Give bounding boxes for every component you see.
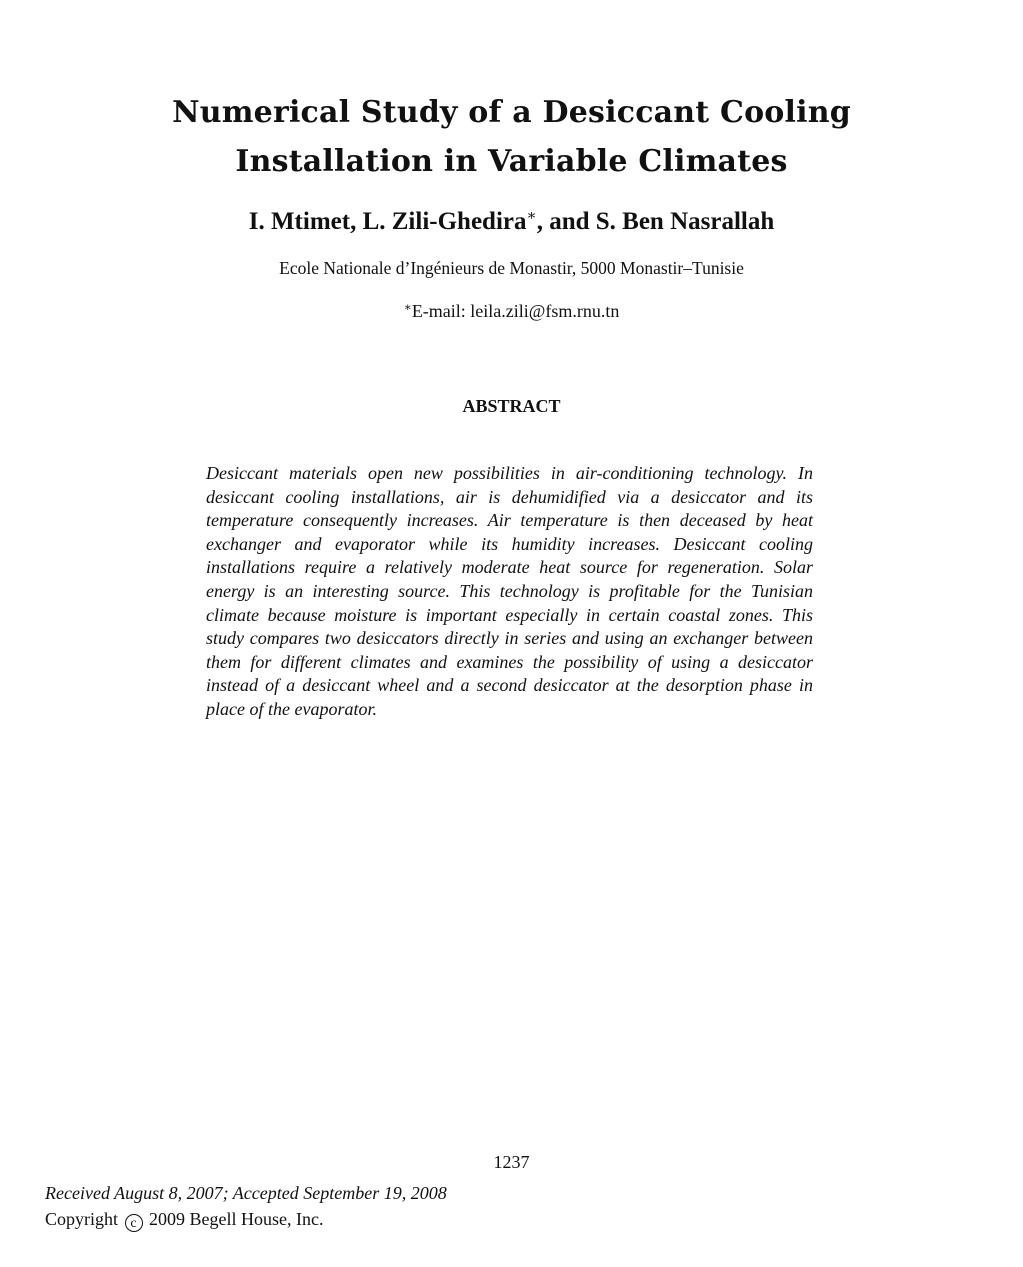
copyright-line (45, 1207, 323, 1232)
copyright-suffix: 2009 Begell House, Inc. (149, 1209, 324, 1229)
paper-title (0, 88, 1023, 186)
authors-first: I. Mtimet, L. Zili-Ghedira (248, 208, 527, 235)
affiliation: Ecole Nationale d’Ingénieurs de Monastir, 5000 Monastir–Tunisie (279, 258, 744, 278)
paper-title-line-2: Installation in Variable Climates (235, 144, 788, 179)
corresponding-author-mark: ∗ (526, 208, 537, 224)
authors-rest: , and S. Ben Nasrallah (536, 208, 775, 235)
page-number: 1237 (493, 1152, 530, 1172)
email-mark: ∗ (403, 300, 412, 314)
authors (0, 205, 1023, 239)
abstract-body: Desiccant materials open new possibilities in air-conditioning technology. In desiccant cooling installations, air is dehumidified via a desiccator and its temperature consequently increases. Air temperature is then deceased by heat exchanger and evaporator while its humidity increases. Desiccant cooling installations require a relatively moderate heat source for regeneration. Solar energy is an interesting source. This technology is profitable for the Tunisian climate because moisture is important especially in certain coastal zones. This study compares two desiccators directly in series and using an exchanger between them for different climates and examines the possibility of using a desiccator instead of a desiccant wheel and a second desiccator at the desorption phase in place of the evaporator. (206, 463, 813, 719)
email-address: E-mail: leila.zili@fsm.rnu.tn (411, 301, 620, 321)
paper-title-line-1: Numerical Study of a Desiccant Cooling (172, 95, 851, 130)
copyright-icon: c (125, 1214, 143, 1232)
copyright-prefix: Copyright (45, 1209, 119, 1229)
email-line (0, 298, 1023, 324)
received-accepted-dates: Received August 8, 2007; Accepted September 19, 2008 (45, 1183, 447, 1203)
abstract-heading: ABSTRACT (462, 396, 561, 416)
